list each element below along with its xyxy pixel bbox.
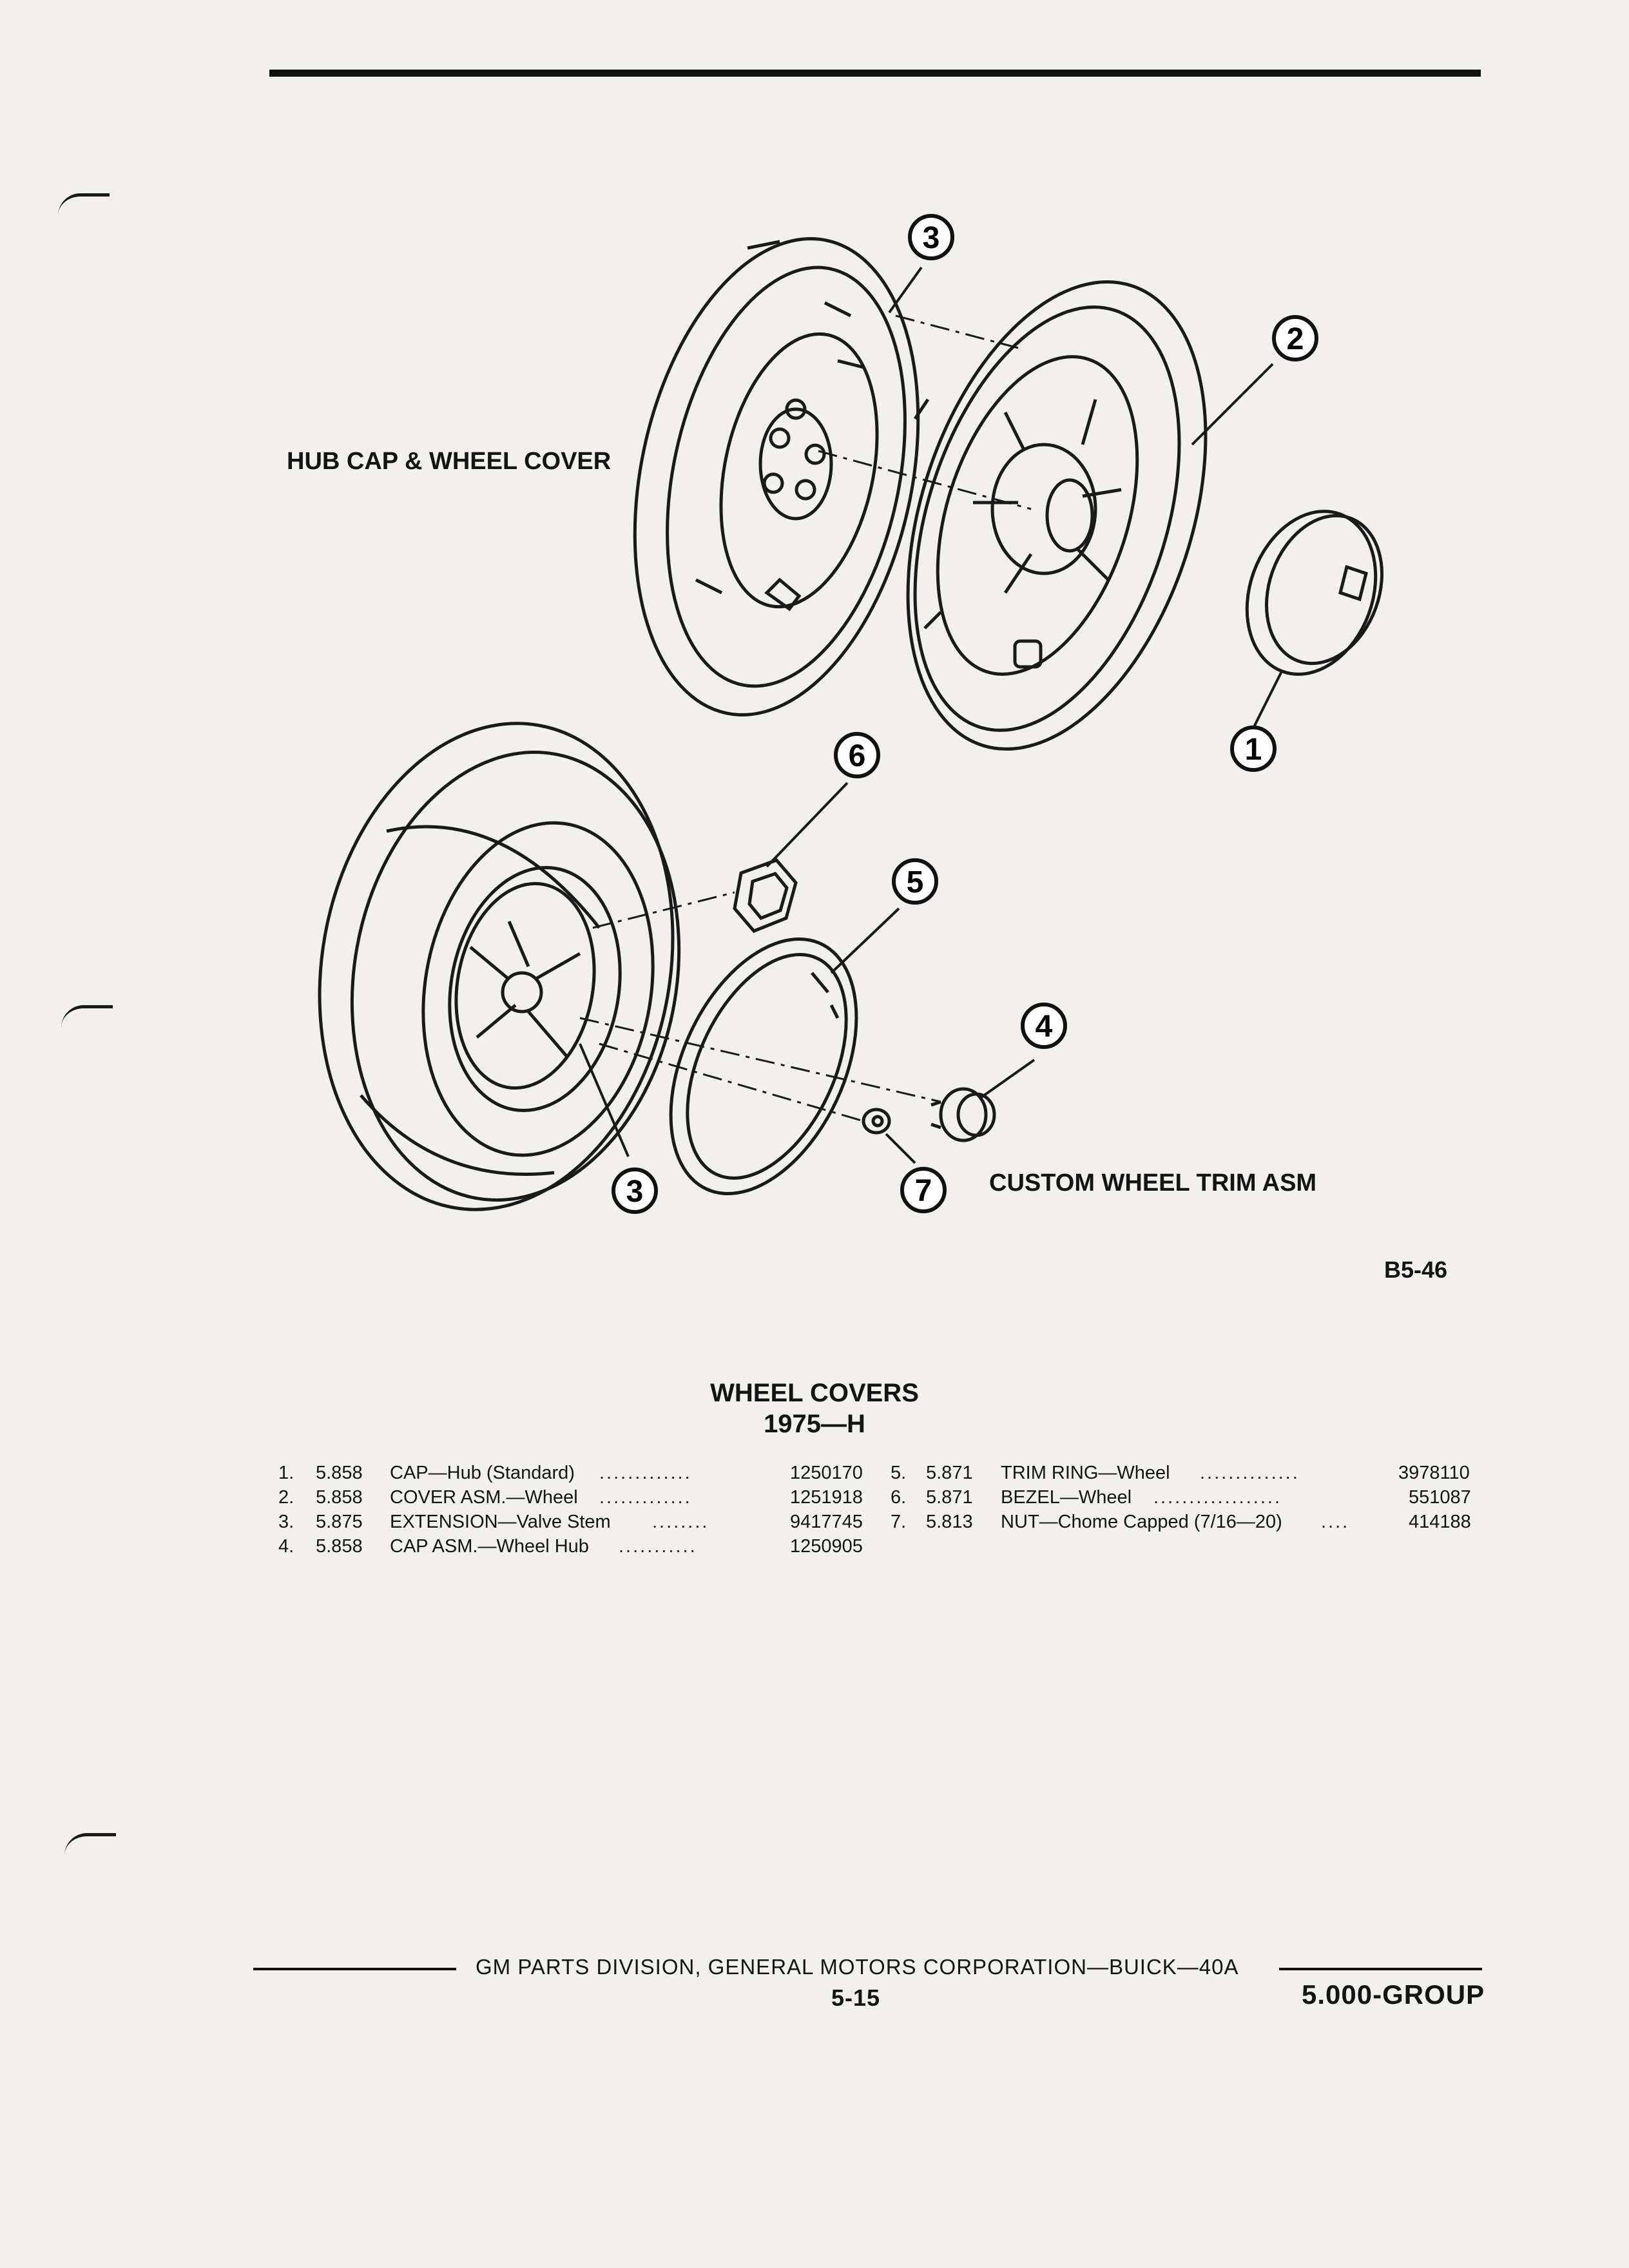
center-cap-drawing <box>931 1089 994 1140</box>
wheel-cover-drawing <box>853 244 1260 787</box>
svg-text:6: 6 <box>848 739 866 773</box>
svg-text:4: 4 <box>1035 1010 1053 1044</box>
section-title: WHEEL COVERS <box>710 1379 919 1407</box>
hub-cap-drawing <box>1225 493 1402 692</box>
callout-1 <box>1232 727 1275 770</box>
hub-cap-wheel-cover-label: HUB CAP & WHEEL COVER <box>287 448 612 475</box>
parts-list: 1. 5.858 CAP—Hub (Standard) ............. 1250170 2. 5.858 COVER ASM.—Wheel ............. 1251918 3. 5.875 EXTENSION—Valve Stem ........ 9417745 4. 5.858 CAP ASM.—Wheel Hub ........... 1250905 5. 5.871 TRIM RING—Wheel .............. 3978110 6. 5.871 BEZEL—Wheel .................. 551087 7. 5.813 NUT—Chome Capped (7/16—20) .... 414188 <box>278 1463 1471 1557</box>
svg-text:1: 1 <box>1244 733 1262 767</box>
tire-drawing <box>282 695 713 1238</box>
footer-rule-left <box>253 1968 456 1970</box>
figure-code: B5-46 <box>1384 1256 1448 1283</box>
footer-rule-right <box>1279 1968 1482 1970</box>
callout-3-lower <box>613 1169 656 1212</box>
svg-text:2: 2 <box>1286 322 1304 356</box>
page-number: 5-15 <box>831 1984 881 2011</box>
section-subtitle: 1975—H <box>764 1410 865 1438</box>
bezel-drawing <box>735 860 796 931</box>
capped-nut-drawing <box>863 1110 889 1133</box>
svg-text:3: 3 <box>922 221 940 255</box>
svg-text:3: 3 <box>626 1175 644 1209</box>
callout-2 <box>1274 317 1316 360</box>
footer-group: 5.000-GROUP <box>1302 1979 1485 2010</box>
callout-5 <box>894 860 936 903</box>
custom-wheel-trim-label: CUSTOM WHEEL TRIM ASM <box>989 1169 1317 1196</box>
callout-3-upper <box>910 216 952 258</box>
svg-text:7: 7 <box>914 1174 932 1208</box>
callout-7 <box>902 1169 945 1211</box>
binder-mark-bottom <box>64 1833 116 1856</box>
callout-4 <box>1023 1004 1065 1047</box>
callout-6 <box>836 734 878 776</box>
footer-division: GM PARTS DIVISION, GENERAL MOTORS CORPORATION—BUICK—40A <box>476 1955 1239 1979</box>
svg-text:5: 5 <box>906 865 924 899</box>
